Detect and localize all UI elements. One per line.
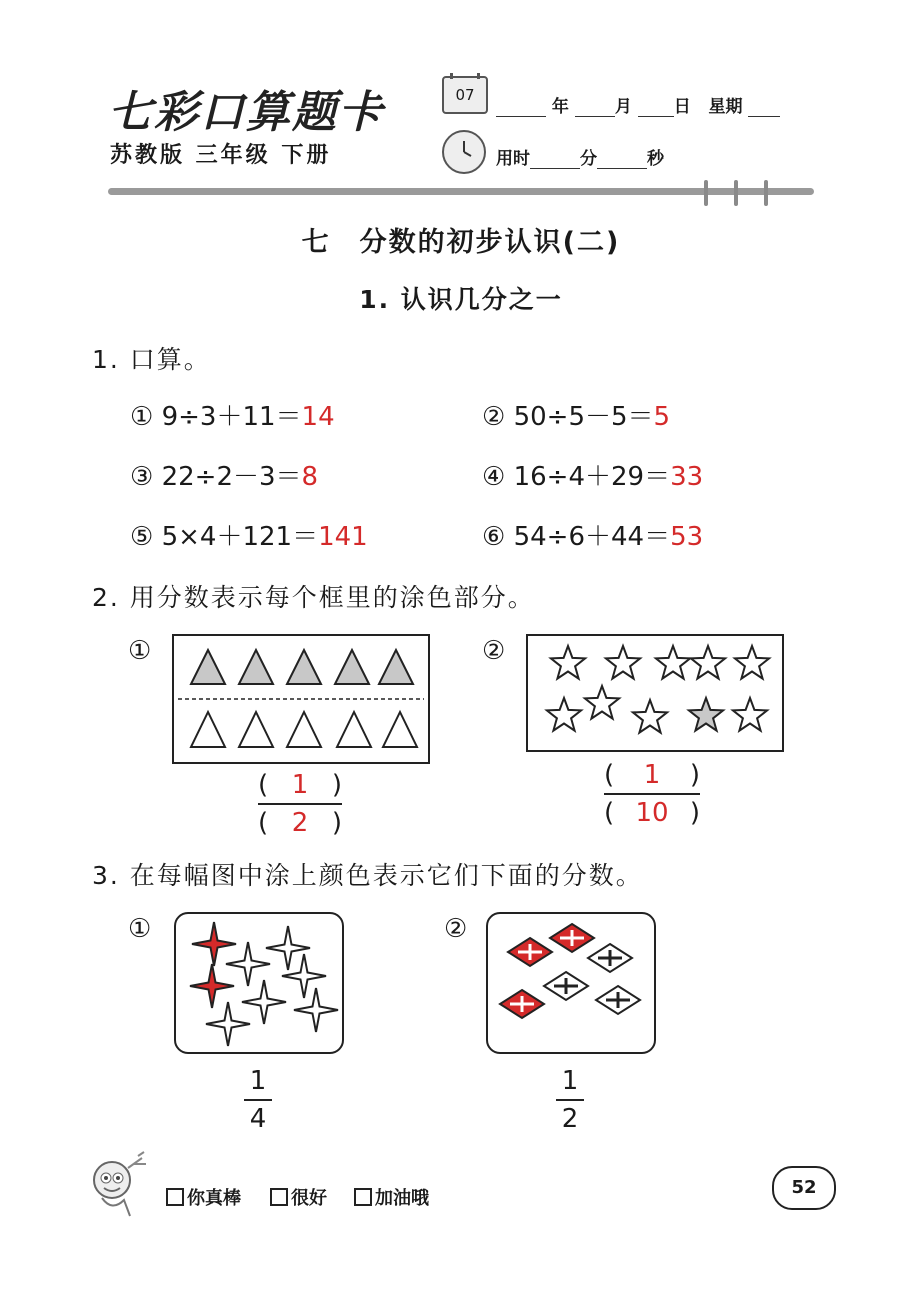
numerator: 1 <box>249 1066 267 1096</box>
q1-item: ② 50÷5－5＝5 <box>482 402 671 432</box>
star-shape <box>606 646 640 679</box>
denominator: 4 <box>249 1104 267 1134</box>
q1-item: ③ 22÷2－3＝8 <box>130 462 319 492</box>
q1-answer[interactable]: 33 <box>670 462 704 492</box>
q3-item-number: ② <box>444 914 468 944</box>
q3-fraction <box>244 1066 272 1134</box>
divider-bead <box>734 180 738 206</box>
divider-bead <box>764 180 768 206</box>
star-shape <box>691 646 725 679</box>
week-blank[interactable] <box>748 100 780 117</box>
q2-fraction: ( 1 ) ( 10 ) <box>604 760 700 828</box>
fraction-bar <box>604 793 700 795</box>
second-blank[interactable] <box>597 152 647 169</box>
star-shape <box>547 698 581 731</box>
edition-label: 苏教版 三年级 下册 <box>110 143 332 168</box>
page-number: 52 <box>772 1166 836 1210</box>
star-shape <box>735 646 769 679</box>
sparkle-shape <box>206 1002 250 1046</box>
day-label: 日 <box>673 97 691 117</box>
q3-item-number: ① <box>128 914 152 944</box>
time-fill-line <box>496 144 664 169</box>
fraction-bar <box>244 1099 272 1101</box>
denominator[interactable]: 2 <box>291 808 309 838</box>
sparkle-shape <box>190 964 234 1008</box>
checkbox-icon[interactable] <box>166 1188 184 1206</box>
date-fill-line <box>496 92 780 117</box>
star-shape <box>585 686 619 719</box>
week-label: 星期 <box>708 97 743 117</box>
year-label: 年 <box>551 97 569 117</box>
checkbox-icon[interactable] <box>270 1188 288 1206</box>
brand-title: 七彩口算题卡 <box>108 87 384 138</box>
rating-option[interactable]: 很好 <box>270 1184 327 1210</box>
mascot-icon <box>84 1150 160 1222</box>
star-shape <box>656 646 690 679</box>
q1-item: ⑥ 54÷6＋44＝53 <box>482 522 704 552</box>
q1-answer[interactable]: 14 <box>301 402 335 432</box>
numerator[interactable]: 1 <box>291 770 309 800</box>
q2-item-number: ② <box>482 636 506 666</box>
q1-answer[interactable]: 8 <box>301 462 319 492</box>
divider-bead <box>704 180 708 206</box>
q1-answer[interactable]: 53 <box>670 522 704 552</box>
star-box <box>526 634 784 752</box>
chapter-title: 七 分数的初步认识(二) <box>301 227 621 258</box>
rating-option[interactable]: 你真棒 <box>166 1184 241 1210</box>
calendar-icon <box>442 76 488 114</box>
denominator[interactable]: 10 <box>635 798 669 828</box>
time-used-label: 用时 <box>496 149 530 169</box>
q2-item-number: ① <box>128 636 152 666</box>
numerator: 1 <box>561 1066 579 1096</box>
sparkle-shape <box>242 980 286 1024</box>
q1-answer[interactable]: 141 <box>318 522 368 552</box>
star-shape <box>551 646 585 679</box>
q3-fraction <box>556 1066 584 1134</box>
day-blank[interactable] <box>638 100 674 117</box>
header-divider <box>108 188 814 195</box>
q1-answer[interactable]: 5 <box>653 402 671 432</box>
month-blank[interactable] <box>575 100 615 117</box>
q1-title: 1. 口算。 <box>92 345 211 374</box>
fraction-bar <box>556 1099 584 1101</box>
fraction-bar <box>258 803 342 805</box>
q2-fraction: ( 1 ) ( 2 ) <box>258 770 342 838</box>
star-shape <box>689 698 723 731</box>
q1-item: ⑤ 5×4＋121＝141 <box>130 522 368 552</box>
sparkle-shape <box>294 988 338 1032</box>
q1-item: ④ 16÷4＋29＝33 <box>482 462 704 492</box>
q2-title: 2. 用分数表示每个框里的涂色部分。 <box>92 583 535 612</box>
rating-option[interactable]: 加油哦 <box>354 1184 429 1210</box>
sparkle-shape <box>226 942 270 986</box>
star-shape <box>733 698 767 731</box>
star-shape <box>633 700 667 733</box>
tile-box <box>486 912 656 1054</box>
sparkle-shape <box>192 922 236 966</box>
q3-title: 3. 在每幅图中涂上颜色表示它们下面的分数。 <box>92 861 643 890</box>
lesson-title: 1. 认识几分之一 <box>359 285 563 314</box>
denominator: 2 <box>561 1104 579 1134</box>
year-blank[interactable] <box>496 100 546 117</box>
calendar-day: 07 <box>455 86 475 104</box>
numerator[interactable]: 1 <box>643 760 661 790</box>
minute-blank[interactable] <box>530 152 580 169</box>
month-label: 月 <box>614 97 632 117</box>
q1-item: ① 9÷3＋11＝14 <box>130 402 335 432</box>
sparkle-box <box>174 912 344 1054</box>
minute-label: 分 <box>580 149 597 169</box>
triangle-box <box>172 634 430 764</box>
checkbox-icon[interactable] <box>354 1188 372 1206</box>
second-label: 秒 <box>647 149 664 169</box>
clock-icon <box>442 130 486 174</box>
